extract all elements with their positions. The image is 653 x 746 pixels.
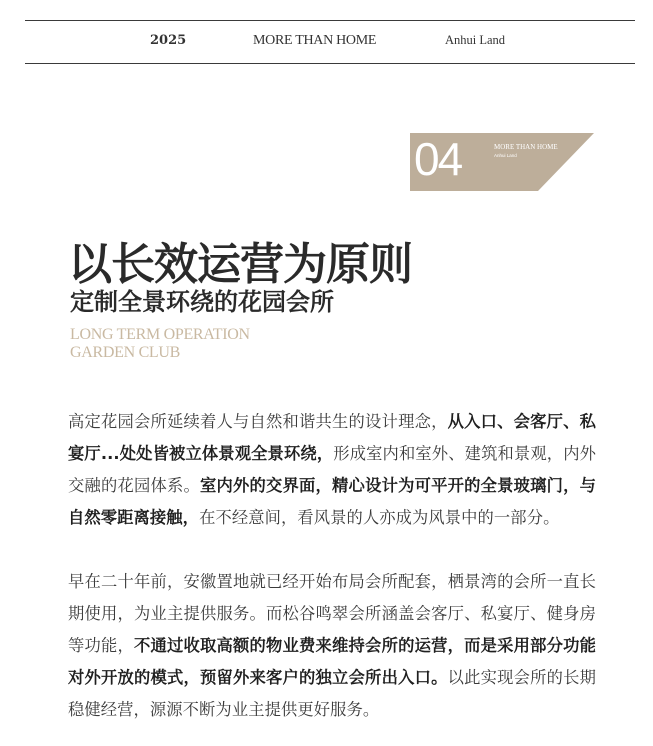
badge-number: 04 <box>414 133 462 185</box>
paragraph-2-text-b: 以此实现会所的长期稳健经营，源源不断为业主提供更好服务。 <box>68 668 596 719</box>
badge-caption: MORE THAN HOME <box>494 143 558 151</box>
paragraph-1-text-b: 形成室内和室外、建筑和景观，内外交融的花园体系。 <box>68 444 597 495</box>
header-bar <box>25 20 635 64</box>
english-title-line1: LONG TERM OPERATION <box>70 326 250 343</box>
badge-brand: Anhui Land <box>494 153 517 158</box>
paragraph-1-text-a: 高定花园会所延续着人与自然和谐共生的设计理念， <box>68 412 448 431</box>
page-title: 以长效运营为原则 <box>68 239 412 290</box>
page-subtitle: 定制全景环绕的花园会所 <box>70 287 334 316</box>
paragraph-2-text-a: 早在二十年前，安徽置地就已经开始布局会所配套，栖景湾的会所一直长期使用，为业主提供服务。而松谷鸣翠会所涵盖会客厅、私宴厅、健身房等功能， <box>68 572 596 655</box>
section-number-badge <box>408 133 594 191</box>
header-title: MORE THAN HOME <box>253 33 377 48</box>
paragraph-2-bold-a: 不通过收取高额的物业费来维持会所的运营，而是采用部分功能对外开放的模式，预留外来客户的独立会所出入口。 <box>68 636 596 687</box>
paragraph-2 <box>68 566 596 726</box>
header-brand: Anhui Land <box>445 33 506 47</box>
paragraph-1 <box>68 406 596 534</box>
paragraph-1-bold-b: 室内外的交界面，精心设计为可平开的全景玻璃门，与自然零距离接触， <box>68 476 596 527</box>
paragraph-1-bold-a: 从入口、会客厅、私宴厅...处处皆被立体景观全景环绕， <box>68 412 596 463</box>
paragraph-1-text-c: 在不经意间，看风景的人亦成为风景中的一部分。 <box>199 508 560 527</box>
header-year: 2025 <box>150 33 187 48</box>
english-title-line2: GARDEN CLUB <box>70 344 181 361</box>
